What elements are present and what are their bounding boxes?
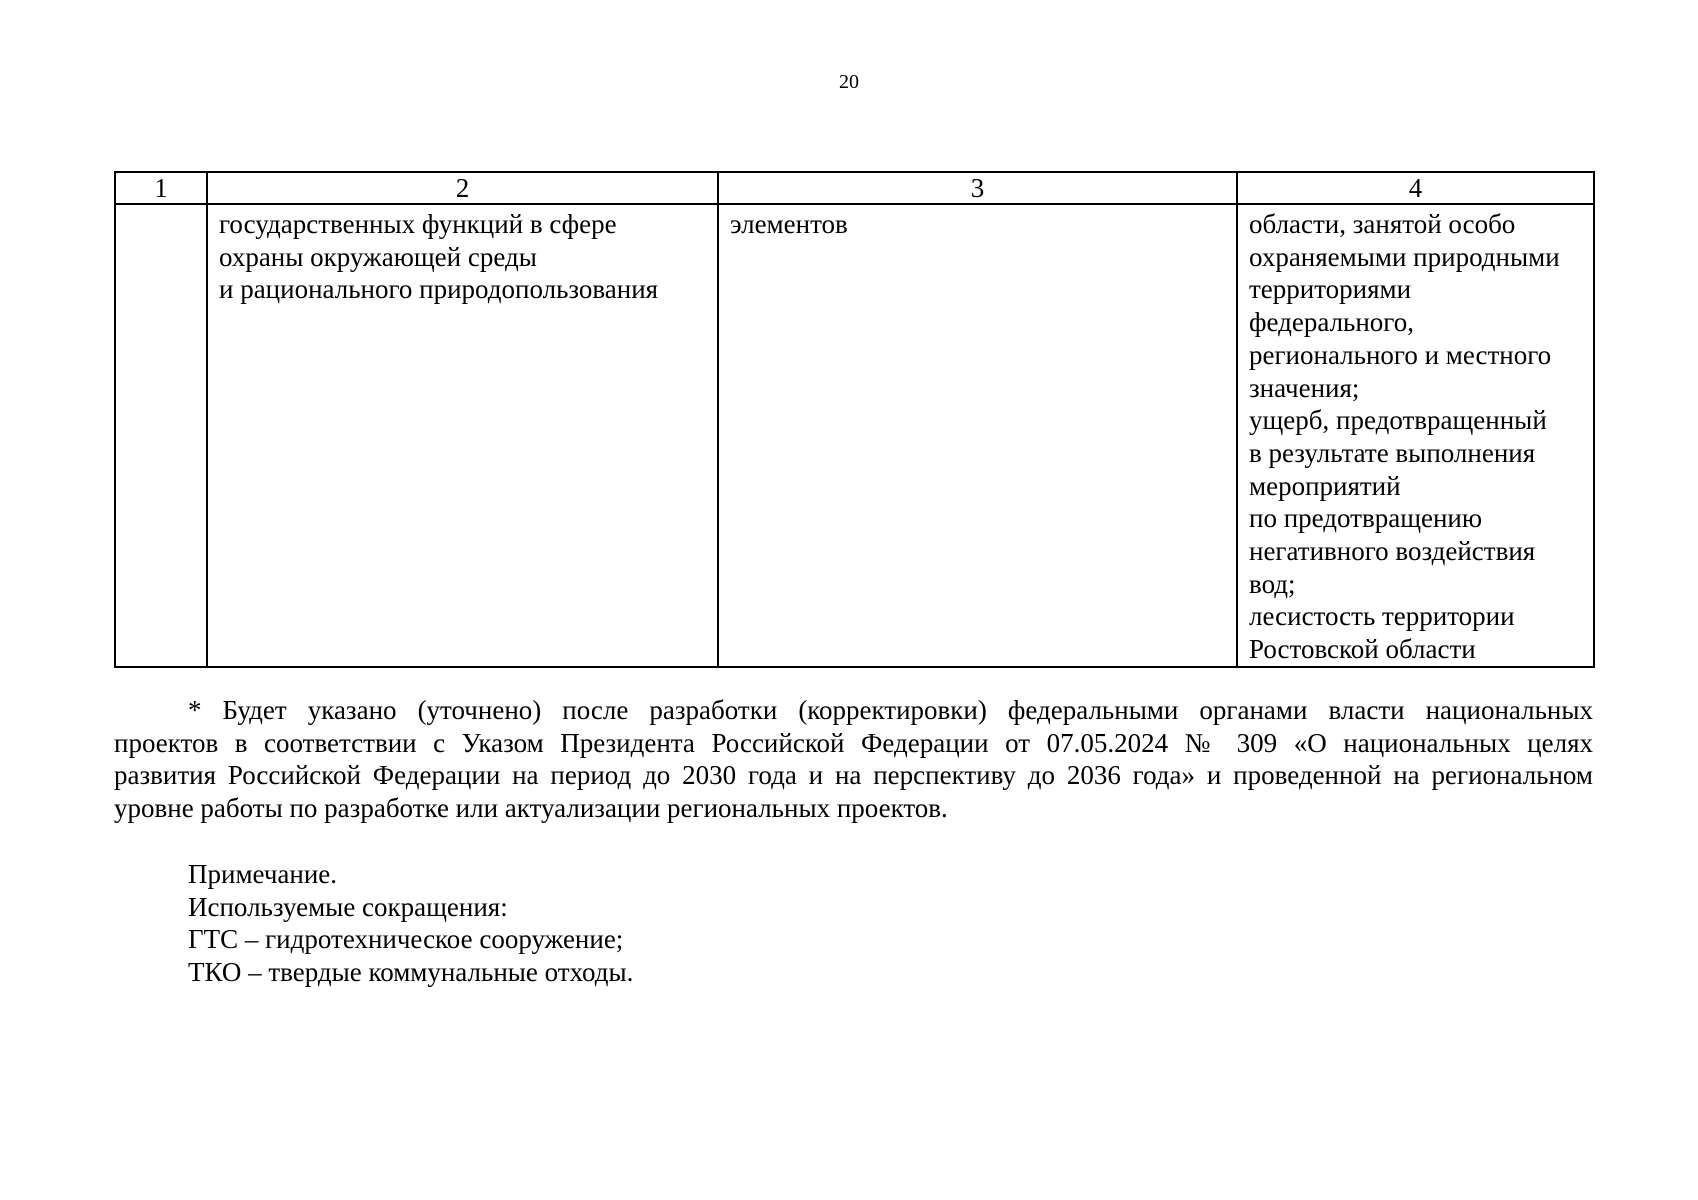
- cell-lines: [1238, 205, 1593, 666]
- cell-text-line: области, занятой особо: [1249, 209, 1516, 239]
- note-title: Примечание.: [188, 859, 338, 889]
- cell-lines: [116, 205, 206, 208]
- table-cell-col3: [718, 204, 1237, 667]
- cell-text-line: территориями: [1249, 274, 1412, 305]
- footnote-line: проектов в соответствии с Указом Президента Российской Федерации от 07.05.2024 № 309 «О национальных целях: [114, 727, 1593, 758]
- abbreviation-item: ГТС – гидротехническое сооружение;: [188, 924, 624, 955]
- cell-text-line: вод;: [1249, 568, 1296, 599]
- note-subtitle: Используемые сокращения:: [188, 891, 508, 922]
- footnote-line: развития Российской Федерации на период до 2030 года и на перспективу до 2036 года» и проведенной на региональном: [114, 760, 1593, 791]
- table-header-row: [115, 172, 1594, 204]
- page-number: 20: [839, 71, 859, 93]
- table-row: [115, 204, 1594, 667]
- note-block: [188, 858, 633, 989]
- cell-lines: [208, 205, 717, 306]
- cell-text-line: государственных функций в сфере: [219, 209, 617, 239]
- cell-text-line: элементов: [730, 209, 848, 239]
- column-header-4: 4: [1237, 172, 1594, 204]
- cell-text-line: федерального,: [1249, 307, 1414, 338]
- footnote-line: уровне работы по разработке или актуализации региональных проектов.: [114, 793, 948, 824]
- table-cell-col2: [207, 204, 718, 667]
- table-cell-col1: [115, 204, 207, 667]
- cell-lines: [719, 205, 1236, 241]
- cell-text-line: и рационального природопользования: [219, 274, 659, 305]
- cell-text-line: охраняемыми природными: [1249, 241, 1560, 272]
- cell-text-line: лесистость территории: [1249, 601, 1515, 632]
- footnote: [114, 694, 1593, 825]
- cell-text-line: мероприятий: [1249, 470, 1401, 501]
- cell-text-line: Ростовской области: [1249, 634, 1476, 665]
- cell-text-line: регионального и местного: [1249, 339, 1552, 370]
- cell-text-line: негативного воздействия: [1249, 536, 1536, 567]
- cell-text-line: охраны окружающей среды: [219, 241, 537, 272]
- column-header-2: 2: [207, 172, 718, 204]
- table-cell-col4: [1237, 204, 1594, 667]
- cell-text-line: в результате выполнения: [1249, 437, 1536, 468]
- column-header-1: 1: [115, 172, 207, 204]
- abbreviation-item: ТКО – твердые коммунальные отходы.: [188, 957, 634, 988]
- cell-text-line: по предотвращению: [1249, 503, 1483, 534]
- cell-text-line: ущерб, предотвращенный: [1249, 405, 1547, 436]
- data-table: [114, 171, 1595, 668]
- footnote-line: * Будет указано (уточнено) после разработки (корректировки) федеральными органами власти национальных: [188, 695, 1593, 725]
- column-header-3: 3: [718, 172, 1237, 204]
- cell-text-line: значения;: [1249, 372, 1360, 403]
